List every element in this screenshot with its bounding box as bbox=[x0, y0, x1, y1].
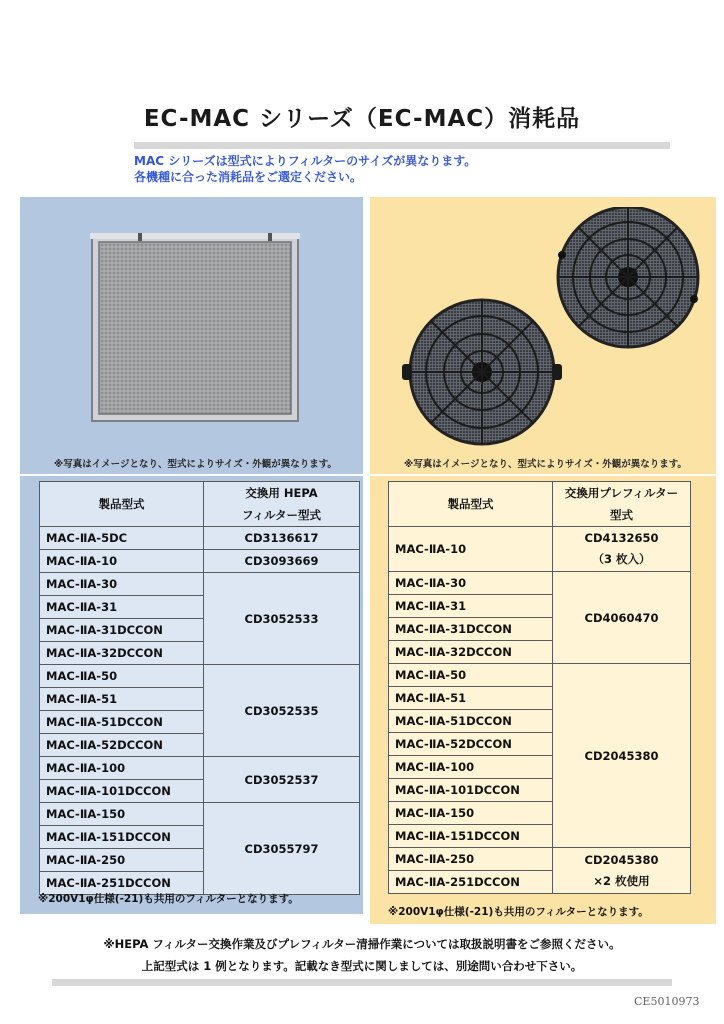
part-code-cell: CD2045380 bbox=[553, 664, 691, 848]
model-cell: MAC-ⅡA-51 bbox=[40, 688, 204, 711]
hepa-photo-caption: ※写真はイメージとなり、型式によりサイズ・外観が異なります。 bbox=[54, 459, 337, 470]
table-row bbox=[40, 803, 360, 826]
model-cell: MAC-ⅡA-30 bbox=[389, 572, 553, 595]
prefilter-image bbox=[400, 207, 710, 452]
model-cell: MAC-ⅡA-10 bbox=[389, 527, 553, 572]
model-cell: MAC-ⅡA-101DCCON bbox=[40, 780, 204, 803]
model-cell: MAC-ⅡA-10 bbox=[40, 550, 204, 573]
table-row bbox=[389, 572, 691, 595]
model-cell: MAC-ⅡA-150 bbox=[40, 803, 204, 826]
table-row bbox=[389, 664, 691, 687]
table-row bbox=[40, 665, 360, 688]
model-cell: MAC-ⅡA-250 bbox=[389, 848, 553, 871]
intro-line-1: MAC シリーズは型式によりフィルターのサイズが異なります。 bbox=[134, 154, 477, 168]
hepa-photo-panel bbox=[20, 197, 363, 474]
model-cell: MAC-ⅡA-151DCCON bbox=[389, 825, 553, 848]
part-code-cell: CD3052535 bbox=[204, 665, 360, 757]
model-cell: MAC-ⅡA-31 bbox=[40, 596, 204, 619]
document-id: CE5010973 bbox=[634, 995, 700, 1008]
prefilter-table-note: ※200V1φ仕様(-21)も共用のフィルターとなります。 bbox=[388, 906, 649, 918]
part-code-cell: CD3093669 bbox=[204, 550, 360, 573]
page-title: EC-MAC シリーズ（EC-MAC）消耗品 bbox=[143, 106, 581, 132]
footer-rule bbox=[52, 979, 672, 986]
model-cell: MAC-ⅡA-32DCCON bbox=[40, 642, 204, 665]
model-cell: MAC-ⅡA-101DCCON bbox=[389, 779, 553, 802]
table-row bbox=[40, 527, 360, 550]
footer-note-1: ※HEPA フィルター交換作業及びプレフィルター清掃作業については取扱説明書をご参照ください。 bbox=[103, 937, 621, 951]
intro-line-2: 各機種に合った消耗品をご選定ください。 bbox=[134, 170, 363, 184]
table-header-row bbox=[389, 482, 691, 527]
part-code-cell: CD3052533 bbox=[204, 573, 360, 665]
model-cell: MAC-ⅡA-5DC bbox=[40, 527, 204, 550]
model-cell: MAC-ⅡA-31DCCON bbox=[40, 619, 204, 642]
table-row bbox=[40, 550, 360, 573]
part-code-cell: CD4060470 bbox=[553, 572, 691, 664]
model-cell: MAC-ⅡA-50 bbox=[389, 664, 553, 687]
prefilter-table bbox=[388, 481, 691, 894]
table-row bbox=[389, 848, 691, 871]
model-cell: MAC-ⅡA-250 bbox=[40, 849, 204, 872]
model-cell: MAC-ⅡA-31DCCON bbox=[389, 618, 553, 641]
part-code-cell: CD3136617 bbox=[204, 527, 360, 550]
header-prefilter-part: 交換用プレフィルター 型式 bbox=[553, 482, 691, 527]
model-cell: MAC-ⅡA-100 bbox=[40, 757, 204, 780]
header-model: 製品型式 bbox=[40, 482, 204, 527]
part-code-cell: CD3052537 bbox=[204, 757, 360, 803]
model-cell: MAC-ⅡA-100 bbox=[389, 756, 553, 779]
header-model: 製品型式 bbox=[389, 482, 553, 527]
model-cell: MAC-ⅡA-32DCCON bbox=[389, 641, 553, 664]
table-row bbox=[389, 527, 691, 572]
table-row bbox=[40, 757, 360, 780]
part-code-cell: CD4132650 （3 枚入） bbox=[553, 527, 691, 572]
model-cell: MAC-ⅡA-51DCCON bbox=[40, 711, 204, 734]
model-cell: MAC-ⅡA-150 bbox=[389, 802, 553, 825]
hepa-table-note: ※200V1φ仕様(-21)も共用のフィルターとなります。 bbox=[38, 893, 299, 905]
model-cell: MAC-ⅡA-51 bbox=[389, 687, 553, 710]
table-header-row bbox=[40, 482, 360, 527]
model-cell: MAC-ⅡA-52DCCON bbox=[389, 733, 553, 756]
header-hepa-part: 交換用 HEPA フィルター型式 bbox=[204, 482, 360, 527]
model-cell: MAC-ⅡA-50 bbox=[40, 665, 204, 688]
model-cell: MAC-ⅡA-151DCCON bbox=[40, 826, 204, 849]
model-cell: MAC-ⅡA-31 bbox=[389, 595, 553, 618]
prefilter-photo-caption: ※写真はイメージとなり、型式によりサイズ・外観が異なります。 bbox=[404, 459, 687, 470]
model-cell: MAC-ⅡA-251DCCON bbox=[389, 871, 553, 894]
hepa-filter-table bbox=[39, 481, 360, 895]
prefilter-photo-panel bbox=[370, 197, 716, 474]
hepa-filter-image bbox=[90, 233, 300, 423]
model-cell: MAC-ⅡA-251DCCON bbox=[40, 872, 204, 895]
model-cell: MAC-ⅡA-51DCCON bbox=[389, 710, 553, 733]
model-cell: MAC-ⅡA-52DCCON bbox=[40, 734, 204, 757]
intro-text bbox=[134, 153, 674, 185]
model-cell: MAC-ⅡA-30 bbox=[40, 573, 204, 596]
part-code-cell: CD3055797 bbox=[204, 803, 360, 895]
part-code-cell: CD2045380 ×2 枚使用 bbox=[553, 848, 691, 894]
table-row bbox=[40, 573, 360, 596]
footer-note-2: 上記型式は 1 例となります。記載なき型式に関しましては、別途問い合わせ下さい。 bbox=[141, 959, 583, 973]
title-underline bbox=[134, 142, 670, 149]
